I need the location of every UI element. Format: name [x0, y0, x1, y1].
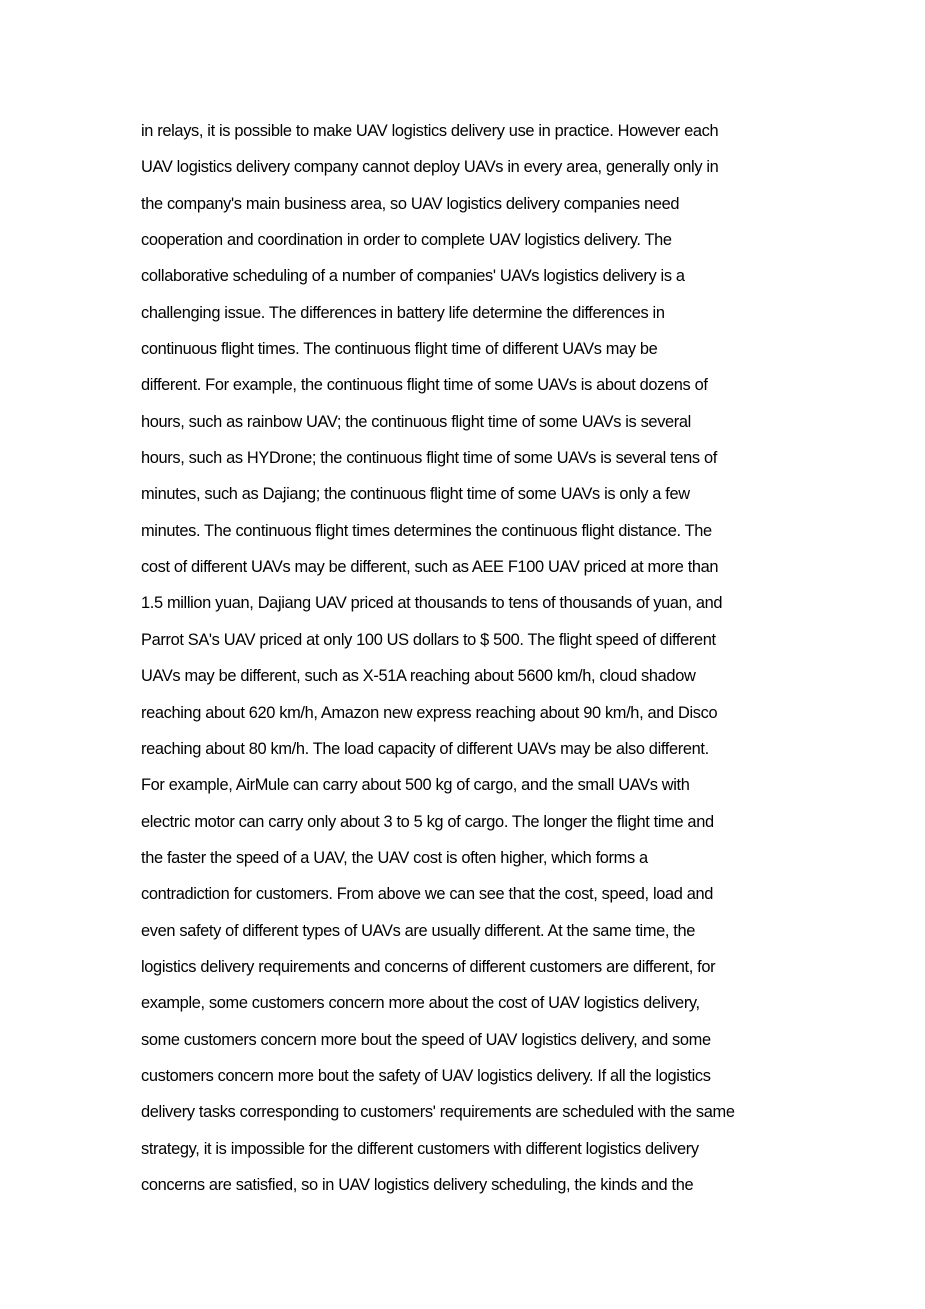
text-line: minutes, such as Dajiang; the continuous flight time of some UAVs is only a few	[141, 485, 690, 504]
text-line: reaching about 620 km/h, Amazon new express reaching about 90 km/h, and Disco	[141, 703, 718, 722]
text-line: hours, such as HYDrone; the continuous flight time of some UAVs is several tens of	[141, 449, 717, 468]
text-line: the faster the speed of a UAV, the UAV cost is often higher, which forms a	[141, 848, 648, 867]
text-line: contradiction for customers. From above we can see that the cost, speed, load and	[141, 885, 714, 904]
text-line: delivery tasks corresponding to customers' requirements are scheduled with the same	[141, 1103, 735, 1122]
text-line: challenging issue. The differences in battery life determine the differences in	[141, 303, 665, 322]
text-line: cost of different UAVs may be different, such as AEE F100 UAV priced at more than	[141, 558, 719, 577]
text-line: Parrot SA's UAV priced at only 100 US dollars to $ 500. The flight speed of different	[141, 630, 716, 649]
text-line: 1.5 million yuan, Dajiang UAV priced at thousands to tens of thousands of yuan, and	[141, 594, 723, 613]
text-line: the company's main business area, so UAV logistics delivery companies need	[141, 194, 680, 213]
text-line: strategy, it is impossible for the different customers with different logistics delivery	[141, 1139, 699, 1158]
text-line: example, some customers concern more about the cost of UAV logistics delivery,	[141, 994, 700, 1013]
text-line: collaborative scheduling of a number of companies' UAVs logistics delivery is a	[141, 267, 685, 286]
body-paragraph	[141, 113, 821, 1203]
text-line: reaching about 80 km/h. The load capacity of different UAVs may be also different.	[141, 739, 709, 758]
text-line: hours, such as rainbow UAV; the continuous flight time of some UAVs is several	[141, 412, 691, 431]
text-line: concerns are satisfied, so in UAV logistics delivery scheduling, the kinds and the	[141, 1175, 694, 1194]
text-line: cooperation and coordination in order to complete UAV logistics delivery. The	[141, 231, 672, 250]
text-line: For example, AirMule can carry about 500 kg of cargo, and the small UAVs with	[141, 776, 690, 795]
text-line: customers concern more bout the safety of UAV logistics delivery. If all the logistics	[141, 1066, 711, 1085]
text-line: logistics delivery requirements and concerns of different customers are different, for	[141, 957, 716, 976]
text-line: continuous flight times. The continuous flight time of different UAVs may be	[141, 340, 658, 359]
text-line: UAVs may be different, such as X-51A reaching about 5600 km/h, cloud shadow	[141, 667, 696, 686]
text-line: even safety of different types of UAVs are usually different. At the same time, the	[141, 921, 696, 940]
text-line: minutes. The continuous flight times determines the continuous flight distance. The	[141, 521, 712, 540]
text-line: electric motor can carry only about 3 to 5 kg of cargo. The longer the flight time and	[141, 812, 714, 831]
text-line: in relays, it is possible to make UAV logistics delivery use in practice. However each	[141, 122, 719, 140]
text-line: some customers concern more bout the speed of UAV logistics delivery, and some	[141, 1030, 711, 1049]
text-line: UAV logistics delivery company cannot deploy UAVs in every area, generally only in	[141, 158, 719, 177]
text-line: different. For example, the continuous flight time of some UAVs is about dozens of	[141, 376, 708, 395]
